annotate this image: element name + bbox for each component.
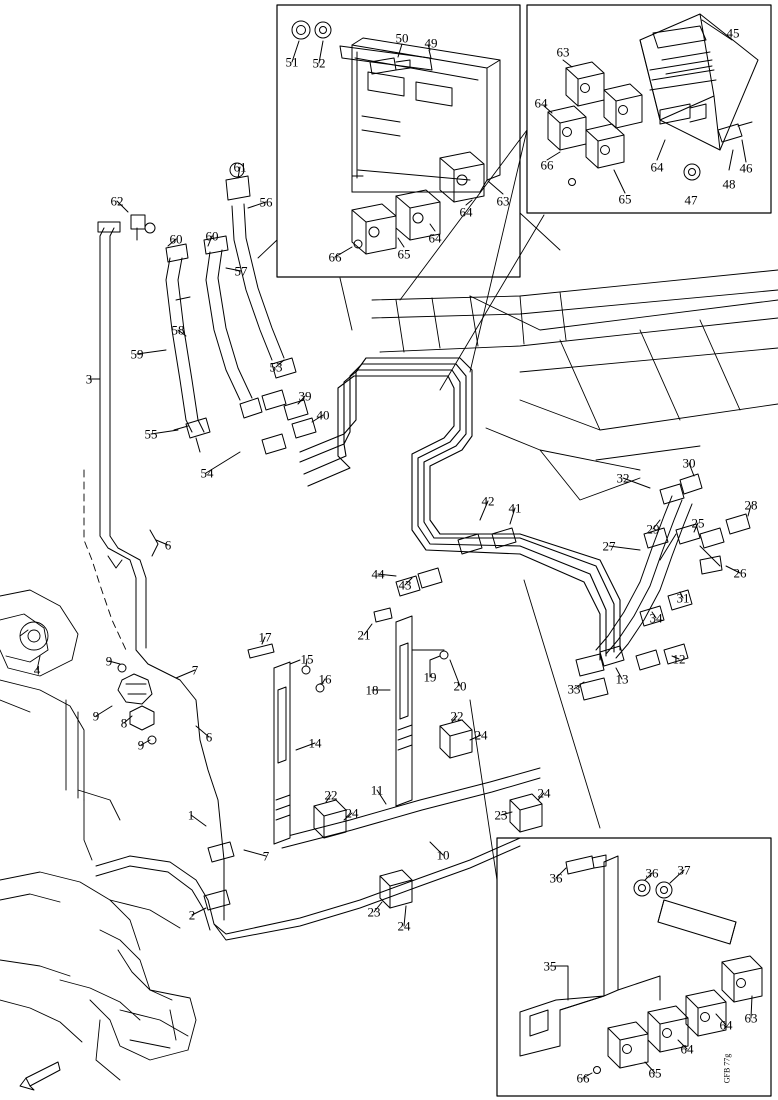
callout-36: 36	[549, 870, 563, 886]
callout-65: 65	[618, 191, 632, 207]
callout-56: 56	[259, 194, 273, 210]
callout-49: 49	[424, 35, 438, 51]
callout-35: 35	[543, 958, 557, 974]
upper-left-inset-panel	[277, 5, 520, 277]
callout-48: 48	[722, 176, 736, 192]
callout-7: 7	[262, 848, 270, 864]
callout-64: 64	[719, 1017, 733, 1033]
callout-60: 60	[205, 228, 219, 244]
callout-31: 31	[676, 590, 690, 606]
callout-65: 65	[648, 1065, 662, 1081]
callout-10: 10	[436, 847, 450, 863]
callout-23: 23	[494, 807, 508, 823]
callout-40: 40	[316, 407, 330, 423]
callout-18: 18	[365, 682, 379, 698]
callout-8: 8	[120, 715, 128, 731]
callout-1: 1	[187, 807, 195, 823]
callout-62: 62	[110, 193, 124, 209]
main-tube-bundle	[300, 358, 620, 660]
callout-33: 33	[567, 681, 581, 697]
callout-52: 52	[312, 55, 326, 71]
callout-14: 14	[308, 735, 322, 751]
callout-22: 22	[450, 708, 464, 724]
callout-66: 66	[540, 157, 554, 173]
lower-hose-assembly	[96, 768, 540, 940]
callout-29: 29	[646, 521, 660, 537]
callout-63: 63	[744, 1010, 758, 1026]
orientation-arrow	[20, 1062, 60, 1090]
callout-63: 63	[556, 44, 570, 60]
callout-3: 3	[85, 371, 93, 387]
right-hose-group	[574, 463, 751, 700]
chassis-frame	[372, 270, 778, 500]
callout-7: 7	[191, 662, 199, 678]
callout-15: 15	[300, 651, 314, 667]
callout-58: 58	[171, 322, 185, 338]
callout-23: 23	[367, 904, 381, 920]
callout-64: 64	[680, 1041, 694, 1057]
callout-57: 57	[234, 263, 248, 279]
callout-20: 20	[453, 678, 467, 694]
callout-47: 47	[684, 192, 698, 208]
sheet-code: GFB 77g	[722, 1053, 732, 1084]
callout-42: 42	[481, 493, 495, 509]
callout-64: 64	[650, 159, 664, 175]
callout-25: 25	[691, 515, 705, 531]
callout-43: 43	[398, 577, 412, 593]
callout-59: 59	[130, 346, 144, 362]
callout-16: 16	[318, 671, 332, 687]
callout-30: 30	[682, 455, 696, 471]
callout-24: 24	[474, 727, 488, 743]
callout-27: 27	[602, 538, 616, 554]
callout-12: 12	[672, 651, 686, 667]
callout-11: 11	[370, 782, 384, 798]
callout-24: 24	[537, 785, 551, 801]
callout-46: 46	[739, 160, 753, 176]
callout-65: 65	[397, 246, 411, 262]
callout-22: 22	[324, 787, 338, 803]
callout-17: 17	[258, 629, 272, 645]
callout-64: 64	[428, 230, 442, 246]
callout-9: 9	[92, 708, 100, 724]
callout-24: 24	[397, 918, 411, 934]
callout-28: 28	[744, 497, 758, 513]
engine-fragment	[0, 590, 196, 1080]
callout-41: 41	[508, 500, 522, 516]
callout-26: 26	[733, 565, 747, 581]
callout-51: 51	[285, 54, 299, 70]
callout-66: 66	[576, 1070, 590, 1086]
callout-66: 66	[328, 249, 342, 265]
callout-44: 44	[371, 566, 385, 582]
callout-9: 9	[137, 737, 145, 753]
rod-and-clamps	[96, 530, 209, 745]
callout-64: 64	[534, 95, 548, 111]
callout-45: 45	[726, 25, 740, 41]
callout-9: 9	[105, 653, 113, 669]
callout-50: 50	[395, 30, 409, 46]
callout-4: 4	[33, 662, 41, 678]
callout-63: 63	[496, 193, 510, 209]
callout-37: 37	[677, 862, 691, 878]
callout-55: 55	[144, 426, 158, 442]
callout-19: 19	[423, 669, 437, 685]
callout-6: 6	[205, 729, 213, 745]
callout-64: 64	[459, 204, 473, 220]
callout-32: 32	[616, 470, 630, 486]
callout-53: 53	[269, 359, 283, 375]
callout-24: 24	[345, 805, 359, 821]
callout-36: 36	[645, 865, 659, 881]
callout-2: 2	[188, 907, 196, 923]
callout-39: 39	[298, 388, 312, 404]
callout-61: 61	[233, 159, 247, 175]
callout-6: 6	[164, 537, 172, 553]
callout-34: 34	[649, 610, 663, 626]
callout-21: 21	[357, 627, 371, 643]
callout-54: 54	[200, 465, 214, 481]
callout-13: 13	[615, 671, 629, 687]
callout-60: 60	[169, 231, 183, 247]
